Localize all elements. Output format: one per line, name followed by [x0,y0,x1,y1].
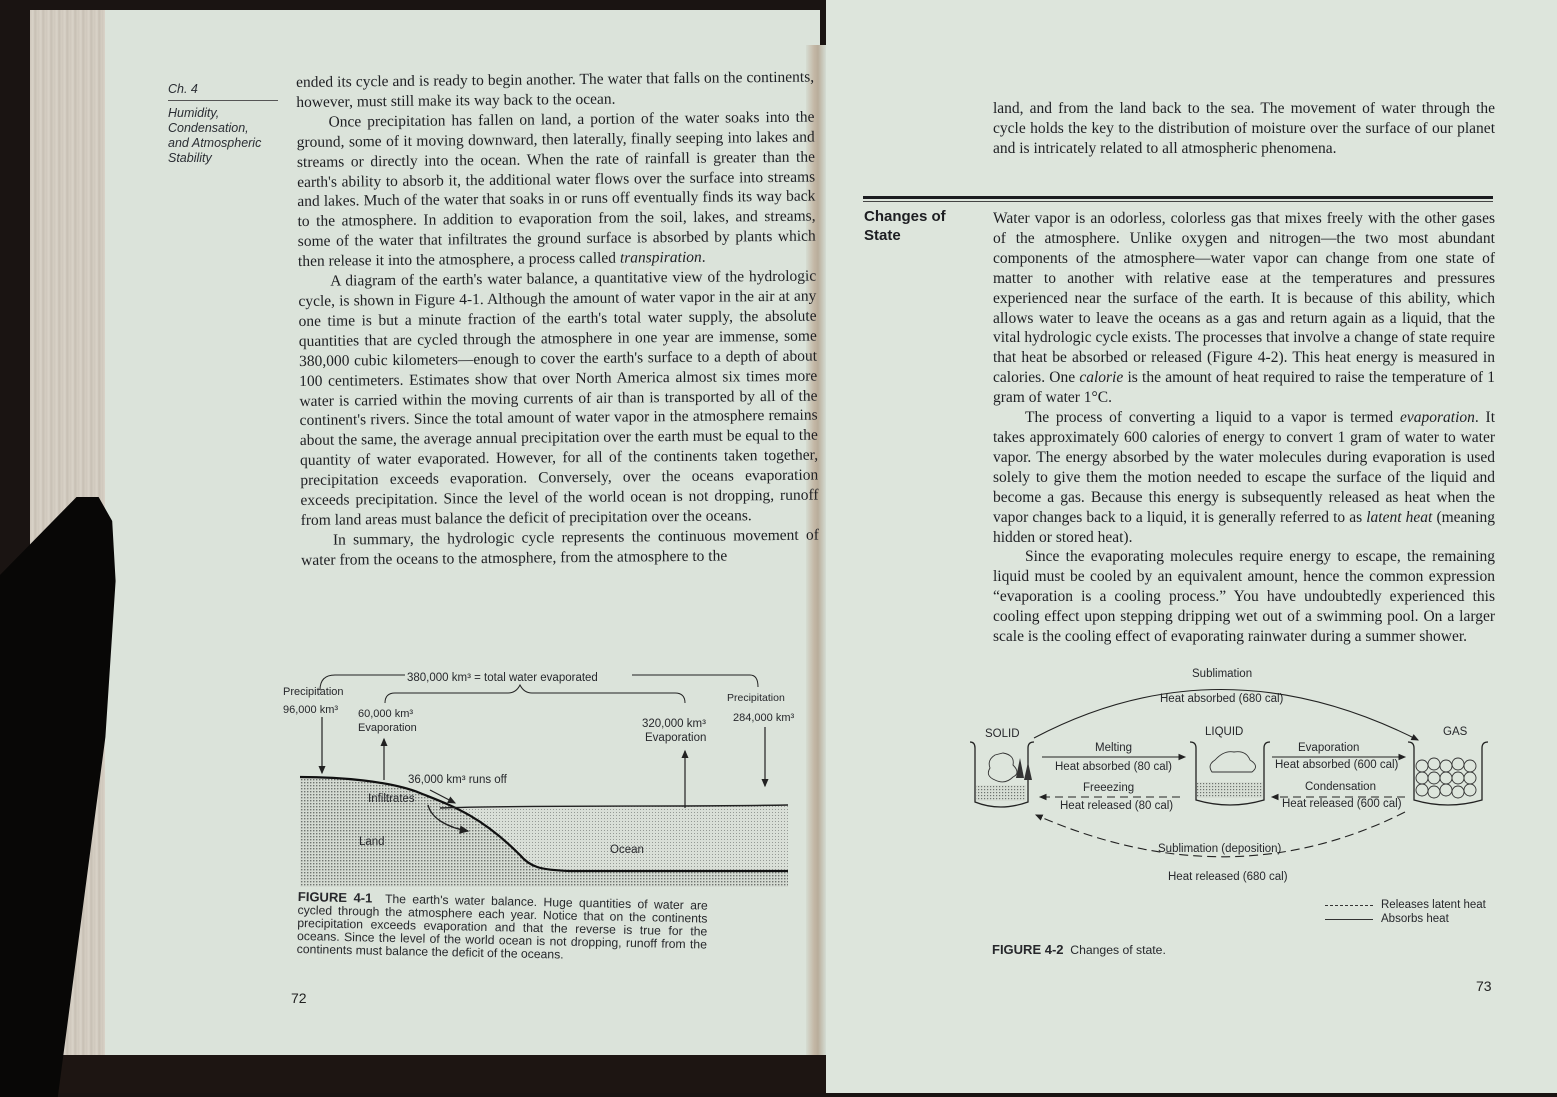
infiltrates-label: Infiltrates [368,793,415,805]
precip-land-value: 96,000 km³ [283,704,339,716]
total-evaporated-label: 380,000 km³ = total water evaporated [407,672,598,684]
page-number-left: 72 [291,990,307,1006]
paragraph [296,107,816,272]
figure-label: FIGURE 4-1 [297,889,373,906]
paragraph: In summary, the hydrologic cycle represents the continuous movement of water from the oceans to the atmosphere, from the atmosphere to the [301,526,819,569]
evaporation-heat: Heat absorbed (600 cal) [1275,759,1399,771]
paragraph-text: Water vapor is an odorless, colorless gas that mixes freely with the other gases of the atmosphere. Unlike oxygen and nitrogen—the two most abundant components of the atmosphere—water vapor can change from one state of matter to another with relative ease at the temperatures and pressures experienced near the surface of the earth. It is because of this ability, which allows water to leave the oceans as a gas and return again as a liquid, that the vital hydrologic cycle exists. The processes that involve a change of state require that heat be absorbed or released (Figure 4-2). This heat energy is measured in calories. One [993,210,1496,387]
thumb-shape [0,497,170,1097]
land-label: Land [359,836,385,848]
chapter-title-line: and Atmospheric [168,136,262,150]
punctuation: . [701,248,706,266]
precip-ocean-value: 284,000 km³ [733,712,795,724]
chapter-sidebar [168,82,278,166]
precip-ocean-label: Precipitation [727,692,785,704]
melting-label: Melting [1095,742,1133,754]
paragraph: land, and from the land back to the sea. The movement of water through the cycle holds the key to the distribution of moisture over the surface of our planet and is intricately related to all atmospheric phenomena. [993,100,1495,157]
evap-ocean-label: Evaporation [645,732,707,744]
precip-land-label: Precipitation [283,686,344,698]
figure-4-2-caption [992,943,1166,957]
caption-text: The earth's water balance. Huge quantities of water are cycled through the atmosphere each year. Notice that on the continents precipitation exceeds evaporation and that the reverse is true for the oceans. Since the level of the world ocean is not dropping, runoff from the continents must balance the deficit of the oceans. [296,891,708,962]
deposition-heat: Heat released (680 cal) [1168,871,1288,883]
evap-ocean-value: 320,000 km³ [642,718,706,730]
section-rule-thin [863,201,1493,202]
figure-4-1-caption [297,890,708,965]
intro-paragraph [993,99,1495,159]
paragraph: A diagram of the earth's water balance, a quantitative view of the hydrologic cycle, is shown in Figure 4-1. Although the amount of water vapor in the air at any one time is but a minute fraction of the earth's total water supply, the absolute quantities that are cycled through the atmosphere in one year are immense, some 380,000 cubic kilometers—enough to cover the earth's surface to a depth of about 100 centimeters. Estimates show that over North America almost six times more water is carried within the moving currents of air than is transported by all of the continent's rivers. Since the total amount of water vapor in the atmosphere remains about the same, the average annual precipitation over the earth must be equal to the quantity of water evaporated. However, for all of the continents taken together, precipitation exceeds evaporation. Conversely, over the oceans evaporation exceeds precipitation. Since the level of the world ocean is not dropping, runoff from land areas must balance the deficit of precipitation over the oceans. [298,267,819,529]
solid-beaker [970,742,1034,807]
figure-4-2-changes-of-state [960,660,1500,890]
term-transpiration: transpiration [619,248,702,267]
paragraph-text: . It takes approximately 600 calories of energy to convert 1 gram of water to water vapor. The energy absorbed by the water molecules during evaporation is used solely to give them the motion needed to escape the surface of the liquid and become a gas. Because this energy is subsequently released as heat when the vapor changes back to a liquid, it is generally referred to as [993,409,1495,526]
paragraph [993,408,1495,547]
freezing-heat: Heat released (80 cal) [1060,800,1174,812]
evap-land-label: Evaporation [358,722,417,734]
condensation-label: Condensation [1305,781,1376,793]
paragraph-text: is the amount of heat required to raise the temperature of 1 gram of water 1°C. [993,369,1495,407]
section-heading [864,207,974,245]
section-rule [863,196,1493,199]
deposition-label: Sublimation (deposition) [1158,843,1282,855]
paragraph-text: Once precipitation has fallen on land, a portion of the water soaks into the ground, some of it moving downward, then laterally, finally seeping into lakes and streams or directly into the ocean. When the rate of rainfall is greater than the earth's ability to absorb it, the additional water flows over the surface into streams and lakes. Much of the water that soaks in or runs off eventually finds its way back to the atmosphere. In addition to evaporation from the soil, lakes, and streams, some of the water that infiltrates the ground surface is absorbed by plants which then release it into the atmosphere, a process called [296,108,816,271]
term-evaporation: evaporation [1399,409,1475,427]
solid-label: SOLID [985,728,1020,740]
heading-line: State [864,227,901,244]
figure-4-2-legend [1325,898,1486,926]
sublimation-label: Sublimation [1192,668,1253,680]
liquid-beaker [1190,742,1270,805]
evap-land-value: 60,000 km³ [358,708,414,720]
figure-label: FIGURE 4-2 [992,942,1064,957]
paragraph [993,209,1495,408]
left-body-text [296,68,819,571]
caption-text: Changes of state. [1070,943,1166,957]
paragraph: ended its cycle and is ready to begin another. The water that falls on the continents, however, must still make its way back to the ocean. [296,68,815,111]
legend-item-solid [1325,912,1486,926]
dashed-line-icon [1325,905,1373,906]
heading-line: Changes of [864,208,946,225]
right-body-text [993,209,1495,647]
melting-heat: Heat absorbed (80 cal) [1055,761,1172,773]
chapter-title-line: Stability [168,151,212,165]
thumb-holding-book [0,497,180,1097]
sublimation-heat: Heat absorbed (680 cal) [1160,693,1284,705]
figure-4-1-water-balance [280,665,810,895]
page-number-right: 73 [1476,978,1492,994]
paragraph-text: The process of converting a liquid to a vapor is termed [1025,409,1400,427]
condensation-heat: Heat released (600 cal) [1282,798,1402,810]
term-calorie: calorie [1079,369,1124,387]
legend-label: Releases latent heat [1381,899,1486,911]
paragraph: Since the evaporating molecules require energy to escape, the remaining liquid must be cooled by an equivalent amount, hence the common expression “evaporation is a cooling process.” You have undoubtedly experienced this cooling effect upon stepping dripping wet out of a swimming pool. On a larger scale is the cooling effect of evaporating rainwater during a summer shower. [993,548,1495,646]
ocean-label: Ocean [610,844,644,856]
chapter-title-line: Humidity, [168,106,220,120]
legend-item-dashed [1325,898,1486,912]
freezing-label: Freeezing [1083,782,1135,794]
evaporation-label: Evaporation [1298,742,1360,754]
legend-label: Absorbs heat [1381,913,1449,925]
solid-line-icon [1325,919,1373,920]
paragraph-text: (meaning hidden or stored heat). [993,508,1495,546]
runoff-label: 36,000 km³ runs off [408,774,507,786]
chapter-number: Ch. 4 [168,82,278,101]
gas-beaker [1408,742,1488,805]
liquid-label: LIQUID [1205,726,1244,738]
term-latent-heat: latent heat [1366,508,1433,526]
chapter-title-line: Condensation, [168,121,249,135]
gas-label: GAS [1443,726,1468,738]
